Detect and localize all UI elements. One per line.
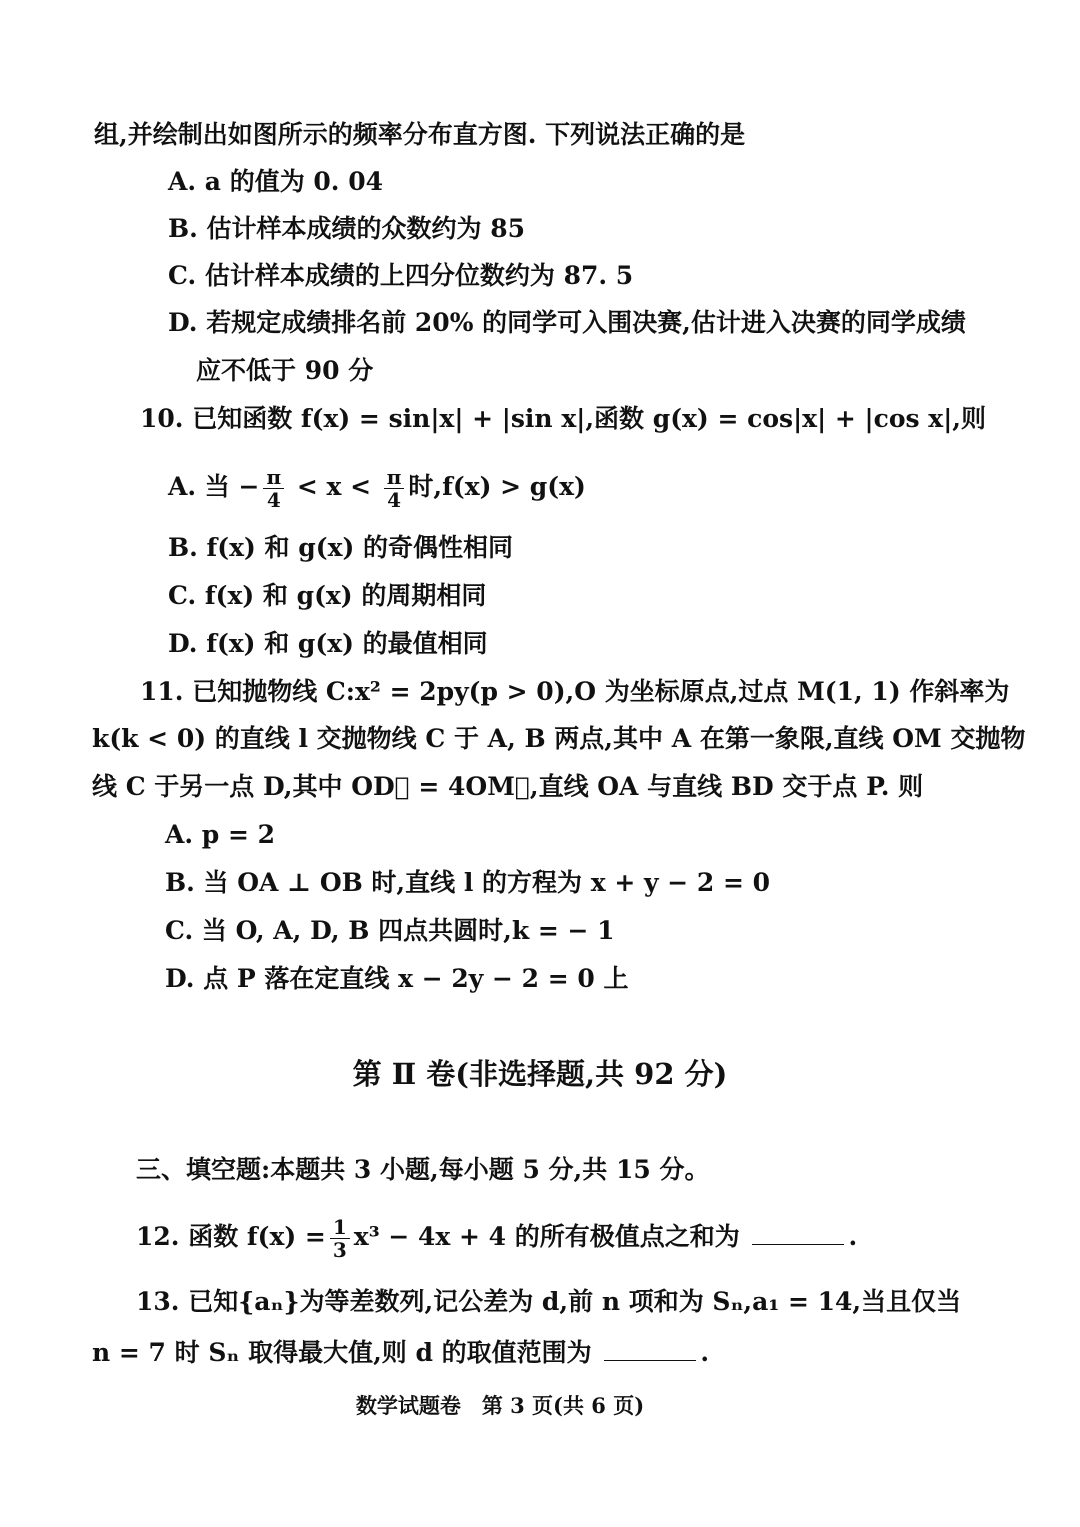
q9-stem-tail: 组,并绘制出如图所示的频率分布直方图. 下列说法正确的是: [94, 120, 746, 149]
fraction-numerator: 1: [330, 1216, 350, 1239]
q13-stem-line2: [92, 1334, 709, 1370]
section3-header: 三、填空题:本题共 3 小题,每小题 5 分,共 15 分。: [136, 1155, 710, 1184]
q9-option-a: A. a 的值为 0. 04: [168, 167, 384, 196]
q10-a-fraction-left: [263, 466, 284, 511]
fraction-denominator: 4: [266, 488, 281, 512]
q9-option-b: B. 估计样本成绩的众数约为 85: [168, 214, 526, 243]
fraction-denominator: 3: [332, 1238, 347, 1262]
q9-option-d-line2: 应不低于 90 分: [196, 356, 374, 385]
part2-title: 第 Ⅱ 卷(非选择题,共 92 分): [352, 1057, 728, 1091]
q11-option-c: C. 当 O, A, D, B 四点共圆时,k = − 1: [165, 916, 615, 945]
fraction-numerator: π: [384, 466, 405, 489]
q12-question: [136, 1216, 857, 1261]
q11-option-d: D. 点 P 落在定直线 x − 2y − 2 = 0 上: [165, 964, 629, 993]
q10-option-b: B. f(x) 和 g(x) 的奇偶性相同: [168, 533, 514, 562]
q11-stem-line3: 线 C 于另一点 D,其中 OD⃗ = 4OM⃗,直线 OA 与直线 BD 交于点 P. 则: [92, 772, 924, 801]
q12-suffix: x³ − 4x + 4 的所有极值点之和为: [353, 1222, 740, 1251]
q12-answer-blank[interactable]: [752, 1218, 844, 1245]
q13-line2-text: n = 7 时 Sₙ 取得最大值,则 d 的取值范围为: [92, 1338, 592, 1367]
q10-a-fraction-right: [384, 466, 405, 511]
q11-stem-line2: k(k < 0) 的直线 l 交抛物线 C 于 A, B 两点,其中 A 在第一象限,直线 OM 交抛物: [92, 724, 1026, 753]
q10-option-c: C. f(x) 和 g(x) 的周期相同: [168, 581, 487, 610]
q10-option-d: D. f(x) 和 g(x) 的最值相同: [168, 629, 488, 658]
q9-option-d-line1: D. 若规定成绩排名前 20% 的同学可入围决赛,估计进入决赛的同学成绩: [168, 308, 966, 337]
q10-a-prefix: A. 当 −: [168, 472, 260, 501]
q10-option-a: [168, 466, 586, 511]
q9-option-c: C. 估计样本成绩的上四分位数约为 87. 5: [168, 261, 634, 290]
q12-period: .: [848, 1222, 858, 1251]
q10-a-middle: < x <: [296, 472, 372, 501]
q11-option-b: B. 当 OA ⊥ OB 时,直线 l 的方程为 x + y − 2 = 0: [165, 868, 771, 897]
q13-stem-line1: 13. 已知{aₙ}为等差数列,记公差为 d,前 n 项和为 Sₙ,a₁ = 14,当且仅当: [136, 1287, 962, 1316]
fraction-numerator: π: [263, 466, 284, 489]
page-footer: 数学试题卷 第 3 页(共 6 页): [355, 1393, 645, 1418]
q12-fraction: [330, 1216, 350, 1261]
q10-stem: 10. 已知函数 f(x) = sin|x| + |sin x|,函数 g(x) = cos|x| + |cos x|,则: [140, 404, 987, 433]
q13-period: .: [700, 1338, 710, 1367]
q12-prefix: 12. 函数 f(x) =: [136, 1222, 326, 1251]
fraction-denominator: 4: [387, 488, 402, 512]
q11-stem-line1: 11. 已知抛物线 C:x² = 2py(p > 0),O 为坐标原点,过点 M(1, 1) 作斜率为: [140, 677, 1010, 706]
q11-option-a: A. p = 2: [165, 820, 276, 849]
q13-answer-blank[interactable]: [604, 1334, 696, 1361]
q10-a-suffix: 时,f(x) > g(x): [408, 472, 586, 501]
